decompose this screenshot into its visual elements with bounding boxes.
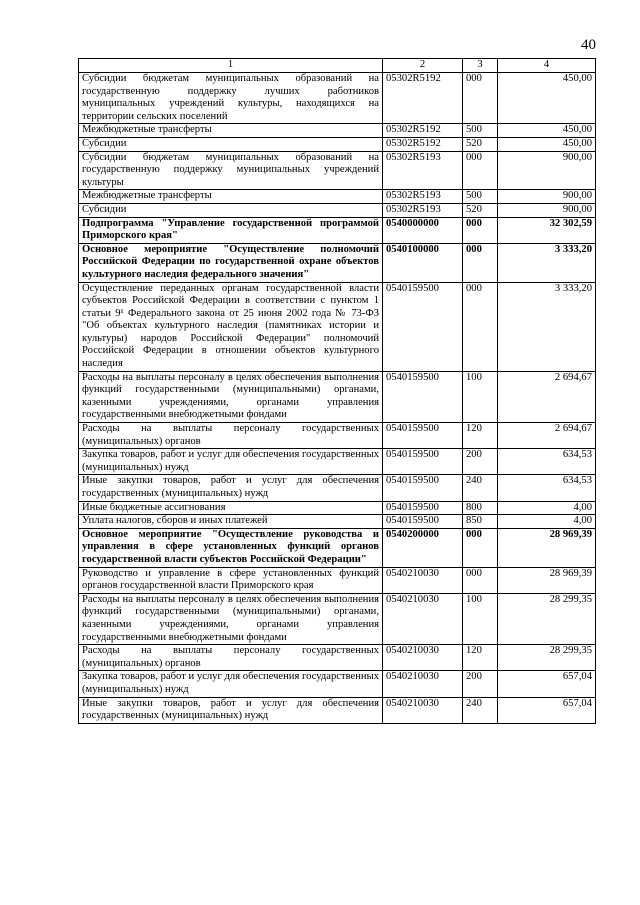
row-name-cell: Основное мероприятие "Осуществление полномочий Российской Федерации по государственной охране объектов культурного наследия федерального значения": [79, 243, 383, 282]
header-col-2: 2: [383, 59, 463, 73]
row-code-cell: 05302R5192: [383, 73, 463, 124]
row-name-cell: Осуществление переданных органам государственной власти субъектов Российской Федерации в соответствии с пунктом 1 статьи 9¹ Федерального закона от 25 июня 2002 года № 73-ФЗ "Об объектах культурного наследия (памятниках истории и культуры) народов Российской Федерации" полномочий Российской Федерации в отношении объектов культурного наследия: [79, 282, 383, 371]
row-code-cell: 05302R5193: [383, 151, 463, 190]
header-col-3: 3: [463, 59, 498, 73]
row-expense-type-cell: 120: [463, 423, 498, 449]
row-name-cell: Субсидии бюджетам муниципальных образований на государственную поддержку лучших работников муниципальных учреждений культуры, находящихся на территории сельских поселений: [79, 73, 383, 124]
row-code-cell: 05302R5192: [383, 124, 463, 138]
row-amount-cell: 28 299,35: [498, 645, 596, 671]
row-code-cell: 0540200000: [383, 528, 463, 567]
table-row: [79, 73, 596, 124]
row-amount-cell: 634,53: [498, 449, 596, 475]
row-expense-type-cell: 000: [463, 282, 498, 371]
row-amount-cell: 634,53: [498, 475, 596, 501]
budget-table: [78, 58, 596, 724]
row-expense-type-cell: 100: [463, 593, 498, 644]
header-col-1: 1: [79, 59, 383, 73]
row-code-cell: 0540210030: [383, 671, 463, 697]
row-name-cell: Основное мероприятие "Осуществление руководства и управления в сфере установленных функций органов государственной власти субъектов Российской Федерации": [79, 528, 383, 567]
row-amount-cell: 28 969,39: [498, 567, 596, 593]
row-name-cell: Расходы на выплаты персоналу государственных (муниципальных) органов: [79, 645, 383, 671]
row-name-cell: Подпрограмма "Управление государственной программой Приморского края": [79, 217, 383, 243]
row-expense-type-cell: 200: [463, 671, 498, 697]
row-code-cell: 05302R5193: [383, 190, 463, 204]
row-code-cell: 0540159500: [383, 449, 463, 475]
table-row: [79, 528, 596, 567]
row-name-cell: Субсидии бюджетам муниципальных образований на государственную поддержку муниципальных учреждений культуры: [79, 151, 383, 190]
row-expense-type-cell: 000: [463, 217, 498, 243]
row-expense-type-cell: 520: [463, 137, 498, 151]
table-row: [79, 151, 596, 190]
row-amount-cell: 657,04: [498, 697, 596, 723]
row-amount-cell: 657,04: [498, 671, 596, 697]
table-body: [79, 73, 596, 724]
row-amount-cell: 900,00: [498, 151, 596, 190]
row-name-cell: Закупка товаров, работ и услуг для обеспечения государственных (муниципальных) нужд: [79, 449, 383, 475]
table-row: [79, 515, 596, 529]
row-code-cell: 0540159500: [383, 371, 463, 422]
row-amount-cell: 4,00: [498, 515, 596, 529]
row-name-cell: Субсидии: [79, 203, 383, 217]
table-row: [79, 203, 596, 217]
row-expense-type-cell: 500: [463, 124, 498, 138]
table-row: [79, 371, 596, 422]
row-code-cell: 0540159500: [383, 515, 463, 529]
row-name-cell: Межбюджетные трансферты: [79, 190, 383, 204]
table-row: [79, 697, 596, 723]
row-amount-cell: 32 302,59: [498, 217, 596, 243]
table-row: [79, 243, 596, 282]
row-amount-cell: 4,00: [498, 501, 596, 515]
row-expense-type-cell: 850: [463, 515, 498, 529]
row-code-cell: 0540159500: [383, 282, 463, 371]
row-expense-type-cell: 000: [463, 243, 498, 282]
row-name-cell: Расходы на выплаты персоналу в целях обеспечения выполнения функций государственными (муниципальными) органами, казенными учреждениями, органами управления государственными внебюджетными фондами: [79, 371, 383, 422]
row-expense-type-cell: 240: [463, 475, 498, 501]
row-code-cell: 05302R5193: [383, 203, 463, 217]
row-name-cell: Закупка товаров, работ и услуг для обеспечения государственных (муниципальных) нужд: [79, 671, 383, 697]
row-code-cell: 0540100000: [383, 243, 463, 282]
row-name-cell: Уплата налогов, сборов и иных платежей: [79, 515, 383, 529]
row-amount-cell: 28 969,39: [498, 528, 596, 567]
row-amount-cell: 450,00: [498, 124, 596, 138]
row-expense-type-cell: 000: [463, 528, 498, 567]
row-name-cell: Межбюджетные трансферты: [79, 124, 383, 138]
row-amount-cell: 28 299,35: [498, 593, 596, 644]
row-expense-type-cell: 120: [463, 645, 498, 671]
table-row: [79, 645, 596, 671]
row-amount-cell: 900,00: [498, 203, 596, 217]
table-row: [79, 282, 596, 371]
table-row: [79, 217, 596, 243]
row-code-cell: 05302R5192: [383, 137, 463, 151]
row-amount-cell: 450,00: [498, 137, 596, 151]
row-amount-cell: 3 333,20: [498, 243, 596, 282]
row-amount-cell: 450,00: [498, 73, 596, 124]
row-expense-type-cell: 240: [463, 697, 498, 723]
table-row: [79, 671, 596, 697]
page-number: 40: [581, 37, 596, 53]
row-amount-cell: 900,00: [498, 190, 596, 204]
row-amount-cell: 3 333,20: [498, 282, 596, 371]
row-name-cell: Расходы на выплаты персоналу в целях обеспечения выполнения функций государственными (муниципальными) органами, казенными учреждениями, органами управления государственными внебюджетными фондами: [79, 593, 383, 644]
table-row: [79, 567, 596, 593]
row-expense-type-cell: 200: [463, 449, 498, 475]
row-code-cell: 0540159500: [383, 423, 463, 449]
row-expense-type-cell: 000: [463, 73, 498, 124]
row-expense-type-cell: 520: [463, 203, 498, 217]
row-expense-type-cell: 500: [463, 190, 498, 204]
table-row: [79, 190, 596, 204]
row-name-cell: Субсидии: [79, 137, 383, 151]
row-code-cell: 0540159500: [383, 501, 463, 515]
table-row: [79, 475, 596, 501]
row-code-cell: 0540000000: [383, 217, 463, 243]
table-row: [79, 449, 596, 475]
header-col-4: 4: [498, 59, 596, 73]
row-name-cell: Руководство и управление в сфере установленных функций органов государственной власти Приморского края: [79, 567, 383, 593]
row-code-cell: 0540210030: [383, 567, 463, 593]
table-row: [79, 593, 596, 644]
row-expense-type-cell: 000: [463, 151, 498, 190]
table-row: [79, 501, 596, 515]
row-expense-type-cell: 000: [463, 567, 498, 593]
row-code-cell: 0540159500: [383, 475, 463, 501]
table-row: [79, 124, 596, 138]
row-name-cell: Иные закупки товаров, работ и услуг для обеспечения государственных (муниципальных) нужд: [79, 475, 383, 501]
row-name-cell: Иные закупки товаров, работ и услуг для обеспечения государственных (муниципальных) нужд: [79, 697, 383, 723]
row-amount-cell: 2 694,67: [498, 371, 596, 422]
table-row: [79, 137, 596, 151]
row-code-cell: 0540210030: [383, 593, 463, 644]
row-expense-type-cell: 100: [463, 371, 498, 422]
table-header-row: [79, 59, 596, 73]
row-name-cell: Расходы на выплаты персоналу государственных (муниципальных) органов: [79, 423, 383, 449]
row-amount-cell: 2 694,67: [498, 423, 596, 449]
row-name-cell: Иные бюджетные ассигнования: [79, 501, 383, 515]
row-code-cell: 0540210030: [383, 645, 463, 671]
row-expense-type-cell: 800: [463, 501, 498, 515]
table-row: [79, 423, 596, 449]
row-code-cell: 0540210030: [383, 697, 463, 723]
